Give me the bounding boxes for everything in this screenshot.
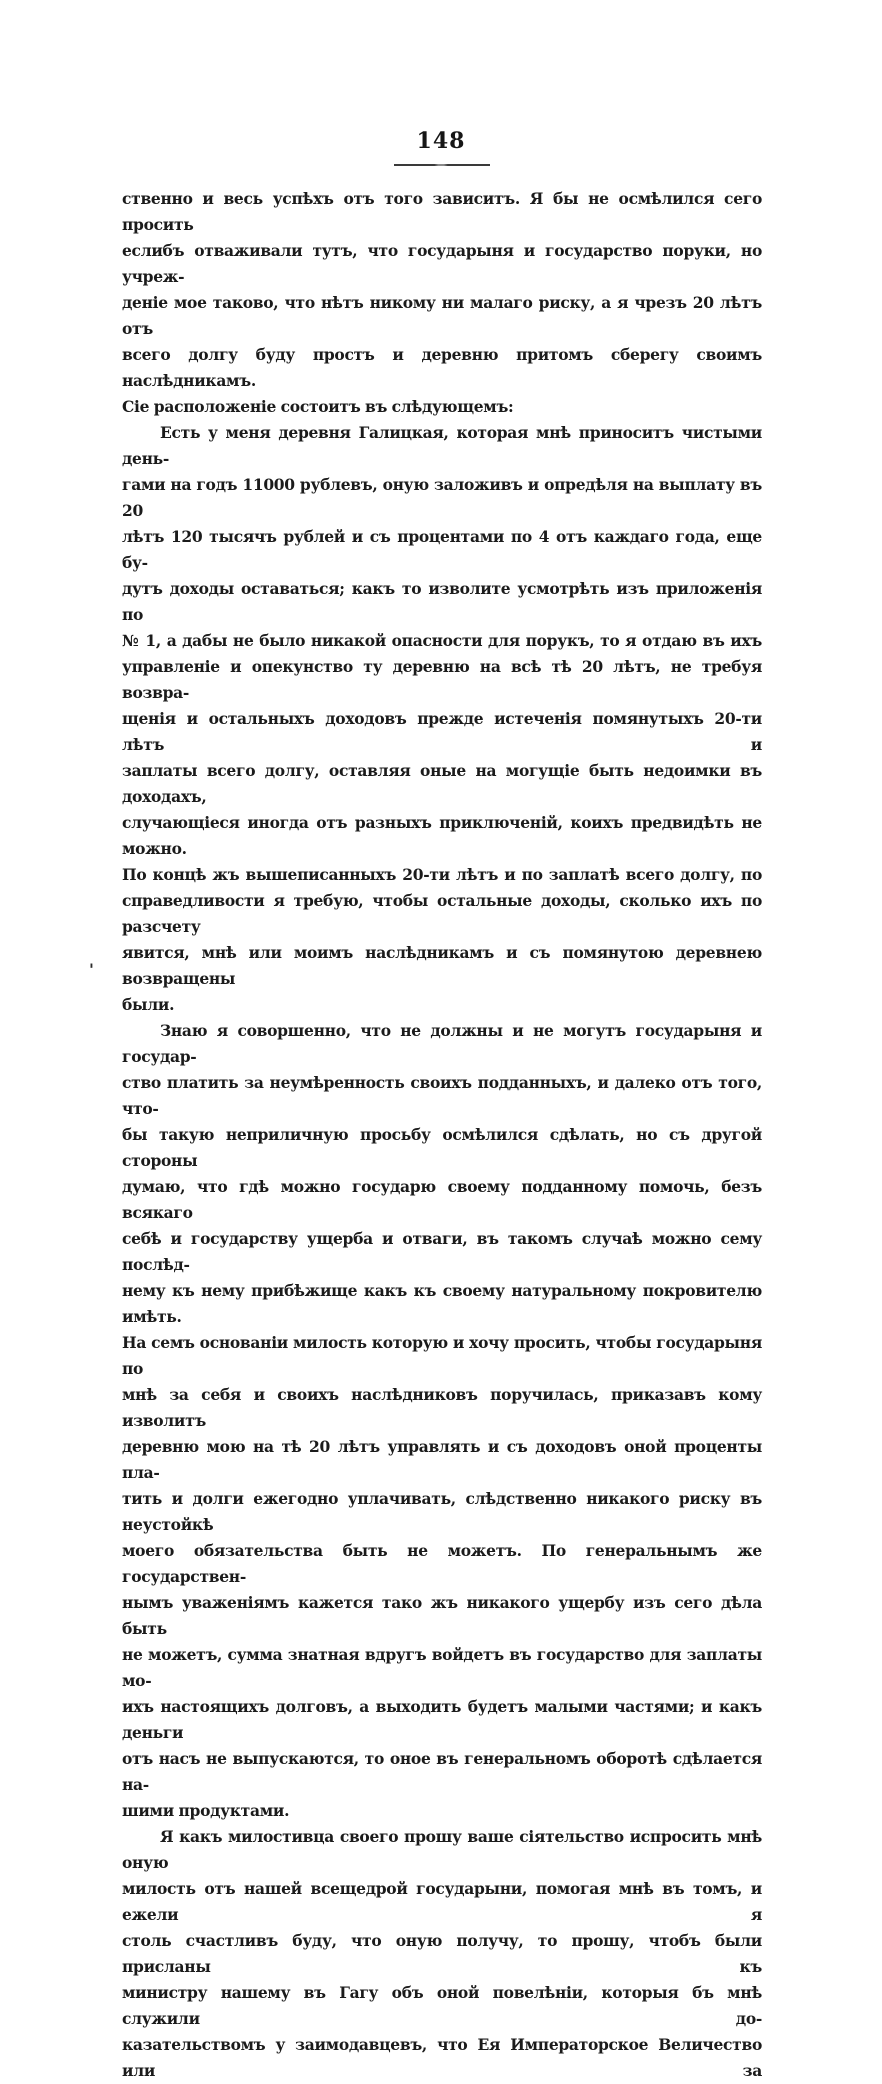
text-line: были.: [122, 995, 175, 1014]
text-line: щенія и остальныхъ доходовъ прежде истеченія помянутыхъ 20-ти лѣтъ и: [122, 709, 762, 754]
text-line: моего обязательства быть не можетъ. По генеральнымъ же государствен-: [122, 1541, 762, 1586]
text-line: деніе мое таково, что нѣтъ никому ни малаго риску, а я чрезъ 20 лѣтъ отъ: [122, 293, 762, 338]
text-line: себѣ и государству ущерба и отваги, въ такомъ случаѣ можно сему послѣд-: [122, 1229, 762, 1274]
text-line: № 1, а дабы не было никакой опасности для порукъ, то я отдаю въ ихъ: [122, 631, 762, 650]
text-line: Знаю я соворшенно, что не должны и не могутъ государыня и государ-: [122, 1021, 762, 1066]
text-line: случающіеся иногда отъ разныхъ приключеній, коихъ предвидѣть не можно.: [122, 813, 762, 858]
text-line: министру нашему въ Гагу объ оной повелѣніи, которыя бъ мнѣ служили до-: [122, 1983, 762, 2028]
text-line: шими продуктами.: [122, 1801, 290, 1820]
text-line: гами на годъ 11000 рублевъ, оную заложивъ и опредѣля на выплату въ 20: [122, 475, 762, 520]
text-line: заплаты всего долгу, оставляя оные на могущіе быть недоимки въ доходахъ,: [122, 761, 762, 806]
text-block: [122, 186, 762, 2084]
text-line: деревню мою на тѣ 20 лѣтъ управлять и съ доходовъ оной проценты пла-: [122, 1437, 762, 1482]
paragraph: [122, 186, 762, 420]
text-line: ственно и весь успѣхъ отъ того зависитъ. Я бы не осмѣлился сего просить: [122, 189, 762, 234]
margin-mark: ': [89, 960, 94, 979]
text-line: По концѣ жъ вышеписанныхъ 20-ти лѣтъ и по заплатѣ всего долгу, по: [122, 865, 762, 884]
text-line: нымъ уваженіямъ кажется тако жъ никакого ущербу изъ сего дѣла быть: [122, 1593, 762, 1638]
text-line: ство платить за неумѣренность своихъ подданныхъ, и далеко отъ того, что-: [122, 1073, 762, 1118]
page-number: 148: [416, 128, 466, 154]
text-line: ихъ настоящихъ долговъ, а выходить будетъ малыми частями; и какъ деньги: [122, 1697, 762, 1742]
paragraph: [122, 1824, 762, 2084]
text-line: еслибъ отваживали тутъ, что государыня и государство поруки, но учреж-: [122, 241, 762, 286]
text-line: милость отъ нашей всещедрой государыни, помогая мнѣ въ томъ, и ежели я: [122, 1879, 762, 1924]
text-line: столь счастливъ буду, что оную получу, то прошу, чтобъ были присланы къ: [122, 1931, 762, 1976]
text-line: управленіе и опекунство ту деревню на всѣ тѣ 20 лѣтъ, не требуя возвра-: [122, 657, 762, 702]
text-line: отъ насъ не выпускаются, то оное въ генеральномъ оборотѣ сдѣлается на-: [122, 1749, 762, 1794]
text-line: всего долгу буду простъ и деревню притомъ сберегу своимъ наслѣдникамъ.: [122, 345, 762, 390]
text-line: тить и долги ежегодно уплачивать, слѣдственно никакого риску въ неустойкѣ: [122, 1489, 762, 1534]
paragraph: [122, 1018, 762, 1824]
text-line: явится, мнѣ или моимъ наслѣдникамъ и съ помянутою деревнею возвращены: [122, 943, 762, 988]
text-line: думаю, что гдѣ можно государю своему подданному помочь, безъ всякаго: [122, 1177, 762, 1222]
text-line: Я какъ милостивца своего прошу ваше сіятельство испросить мнѣ оную: [122, 1827, 762, 1872]
text-line: мнѣ за себя и своихъ наслѣдниковъ поручилась, приказавъ кому изволитъ: [122, 1385, 762, 1430]
page-number-rule: [394, 164, 490, 166]
text-line: бы такую неприличную просьбу осмѣлился сдѣлать, но съ другой стороны: [122, 1125, 762, 1170]
paragraph: [122, 420, 762, 1018]
text-line: На семъ основаніи милость которую и хочу просить, чтобы государыня по: [122, 1333, 762, 1378]
text-line: нему къ нему прибѣжище какъ къ своему натуральному покровителю имѣть.: [122, 1281, 762, 1326]
text-line: не можетъ, сумма знатная вдругъ войдетъ въ государство для заплаты мо-: [122, 1645, 762, 1690]
text-line: лѣтъ 120 тысячъ рублей и съ процентами по 4 отъ каждаго года, еще бу-: [122, 527, 762, 572]
text-line: дутъ доходы оставаться; какъ то изволите усмотрѣть изъ приложенія по: [122, 579, 762, 624]
text-line: справедливости я требую, чтобы остальные доходы, сколько ихъ по разсчету: [122, 891, 762, 936]
text-line: Есть у меня деревня Галицкая, которая мнѣ приноситъ чистыми день-: [122, 423, 762, 468]
text-line: Сіе расположеніе состоитъ въ слѣдующемъ:: [122, 397, 514, 416]
text-line: казательствомъ у заимодавцевъ, что Ея Императорское Величество или за: [122, 2035, 762, 2080]
